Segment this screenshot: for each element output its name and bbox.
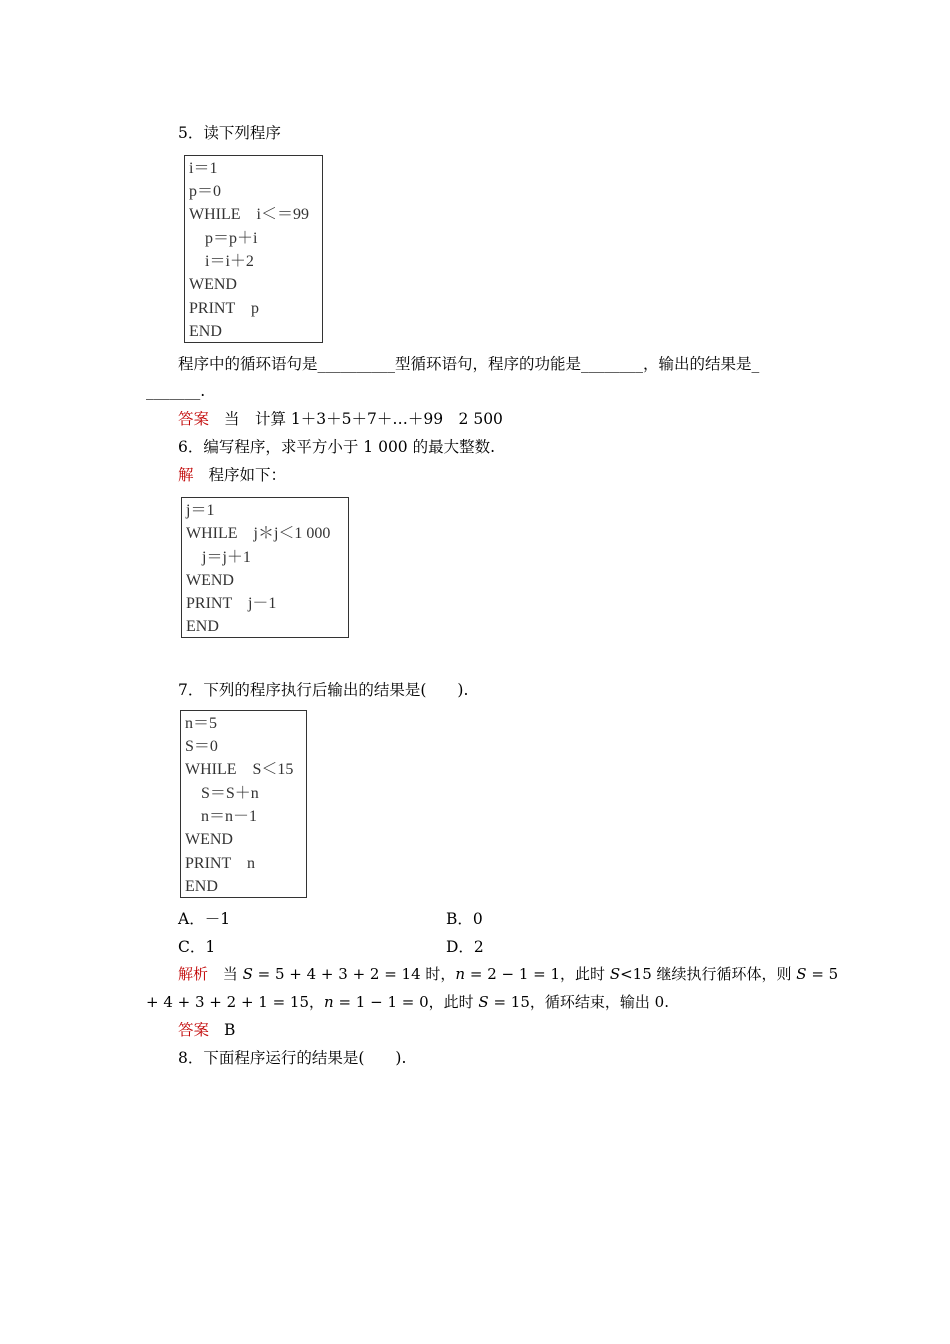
q7-analysis-line2: + 4 + 3 + 2 + 1 = 15，n = 1 − 1 = 0，此时 S = 15，循环结束，输出 0. — [146, 993, 669, 1011]
code-line: WEND — [186, 572, 234, 589]
code-line: j＝j＋1 — [202, 549, 251, 566]
q5-question-line2: _______. — [146, 382, 206, 400]
q6-title: 6．编写程序，求平方小于 1 000 的最大整数. — [178, 438, 496, 456]
code-line: END — [189, 323, 222, 340]
option-a: A．－1 — [178, 910, 231, 928]
q7-analysis-line1 — [178, 964, 838, 984]
q5-title: 5．读下列程序 — [178, 124, 281, 142]
code-line: i＝i＋2 — [205, 253, 254, 270]
q5-code-box — [184, 155, 323, 343]
code-line: i＝1 — [189, 160, 218, 177]
answer-text: B — [223, 1021, 236, 1039]
code-line: WHILE j＊j＜1 000 — [186, 525, 331, 542]
code-line: S＝0 — [185, 738, 218, 755]
analysis-label: 解析 — [178, 965, 209, 983]
code-line: n＝n－1 — [201, 808, 258, 825]
q8-title: 8．下面程序运行的结果是( ). — [178, 1049, 407, 1067]
code-line: PRINT j－1 — [186, 595, 277, 612]
q6-code-box — [181, 497, 349, 638]
option-b: B．0 — [446, 910, 483, 928]
option-c: C．1 — [178, 938, 216, 956]
code-line: n＝5 — [185, 715, 218, 732]
q5-question-line1: 程序中的循环语句是__________型循环语句，程序的功能是________，输出的结果是_ — [178, 355, 760, 373]
q6-solution — [178, 465, 286, 485]
q5-answer — [178, 409, 503, 429]
solution-text: 程序如下： — [208, 466, 286, 484]
q7-code-box — [180, 710, 307, 898]
code-line: S＝S＋n — [201, 785, 259, 802]
analysis-text: 当 S = 5 + 4 + 3 + 2 = 14 时，n = 2 − 1 = 1，此时 S<15 继续执行循环体，则 S = 5 — [222, 965, 839, 983]
code-line: p＝0 — [189, 183, 222, 200]
code-line: p＝p＋i — [205, 230, 258, 247]
option-d: D．2 — [446, 938, 484, 956]
answer-text: 当 计算 1＋3＋5＋7＋…＋99 2 500 — [223, 410, 503, 428]
q7-title: 7．下列的程序执行后输出的结果是( ). — [178, 681, 469, 699]
code-line: WHILE i＜＝99 — [189, 206, 309, 223]
code-line: WHILE S＜15 — [185, 761, 294, 778]
code-line: WEND — [189, 276, 237, 293]
code-line: PRINT n — [185, 855, 255, 872]
answer-label: 答案 — [178, 410, 210, 428]
code-line: END — [186, 618, 219, 635]
code-line: PRINT p — [189, 300, 259, 317]
code-line: WEND — [185, 831, 233, 848]
q7-answer — [178, 1020, 235, 1040]
code-line: j＝1 — [186, 502, 215, 519]
answer-label: 答案 — [178, 1021, 210, 1039]
code-line: END — [185, 878, 218, 895]
solution-label: 解 — [178, 466, 194, 484]
